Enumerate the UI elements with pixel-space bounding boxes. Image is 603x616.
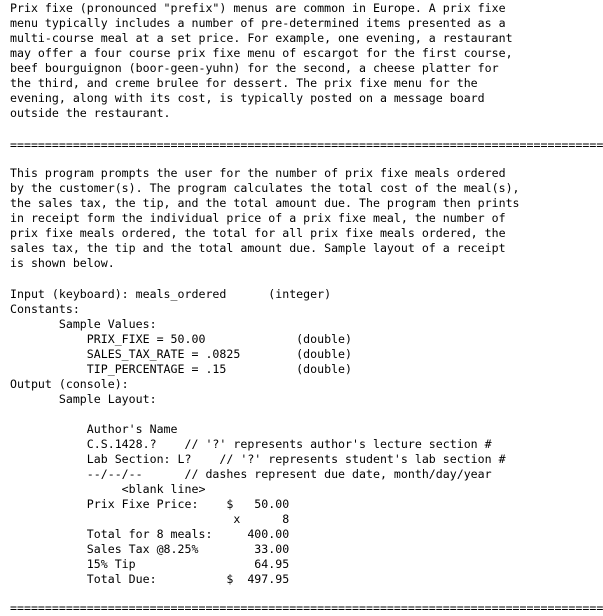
program-line: This program prompts the user for the number of prix fixe meals ordered xyxy=(10,166,506,180)
spec-line: Constants: xyxy=(10,302,80,316)
spec-line: PRIX_FIXE = 50.00 (double) xyxy=(10,332,353,346)
program-line: by the customer(s). The program calculates the total cost of the meal(s), xyxy=(10,181,520,195)
layout-line: Lab Section: L? // '?' represents student's lab section # xyxy=(10,452,506,466)
layout-line: Total Due: $ 497.95 xyxy=(10,572,290,586)
section-divider: ===================================================================================== xyxy=(10,601,603,615)
program-line: sales tax, the tip and the total amount due. Sample layout of a receipt xyxy=(10,241,506,255)
spec-line: Sample Values: xyxy=(10,317,157,331)
program-line: prix fixe meals ordered, the total for all prix fixe meals ordered, the xyxy=(10,226,506,240)
layout-line: C.S.1428.? // '?' represents author's lecture section # xyxy=(10,437,492,451)
program-line: the sales tax, the tip, and the total amount due. The program then prints xyxy=(10,196,520,210)
intro-line: the third, and creme brulee for dessert. The prix fixe menu for the xyxy=(10,76,478,90)
intro-line: multi-course meal at a set price. For example, one evening, a restaurant xyxy=(10,31,513,45)
layout-line: --/--/-- // dashes represent due date, month/day/year xyxy=(10,467,492,481)
layout-line: Prix Fixe Price: $ 50.00 xyxy=(10,497,290,511)
intro-line: menu typically includes a number of pre-determined items presented as a xyxy=(10,16,506,30)
layout-line: Total for 8 meals: 400.00 xyxy=(10,527,290,541)
spec-line: Sample Layout: xyxy=(10,392,157,406)
intro-line: may offer a four course prix fixe menu of escargot for the first course, xyxy=(10,46,513,60)
layout-line: x 8 xyxy=(10,512,290,526)
spec-line: TIP_PERCENTAGE = .15 (double) xyxy=(10,362,353,376)
intro-line: Prix fixe (pronounced "prefix") menus are common in Europe. A prix fixe xyxy=(10,1,506,15)
layout-line: 15% Tip 64.95 xyxy=(10,557,290,571)
program-line: is shown below. xyxy=(10,256,115,270)
layout-line: Sales Tax @8.25% 33.00 xyxy=(10,542,290,556)
layout-line: <blank line> xyxy=(10,482,206,496)
layout-line: Author's Name xyxy=(10,422,178,436)
spec-line: SALES_TAX_RATE = .0825 (double) xyxy=(10,347,353,361)
spec-line: Output (console): xyxy=(10,377,129,391)
section-divider: ===================================================================================== xyxy=(10,138,603,152)
intro-line: outside the restaurant. xyxy=(10,106,171,120)
program-line: in receipt form the individual price of a prix fixe meal, the number of xyxy=(10,211,506,225)
spec-line: Input (keyboard): meals_ordered (integer) xyxy=(10,287,332,301)
intro-line: beef bourguignon (boor-geen-yuhn) for the second, a cheese platter for xyxy=(10,61,499,75)
intro-line: evening, along with its cost, is typically posted on a message board xyxy=(10,91,485,105)
